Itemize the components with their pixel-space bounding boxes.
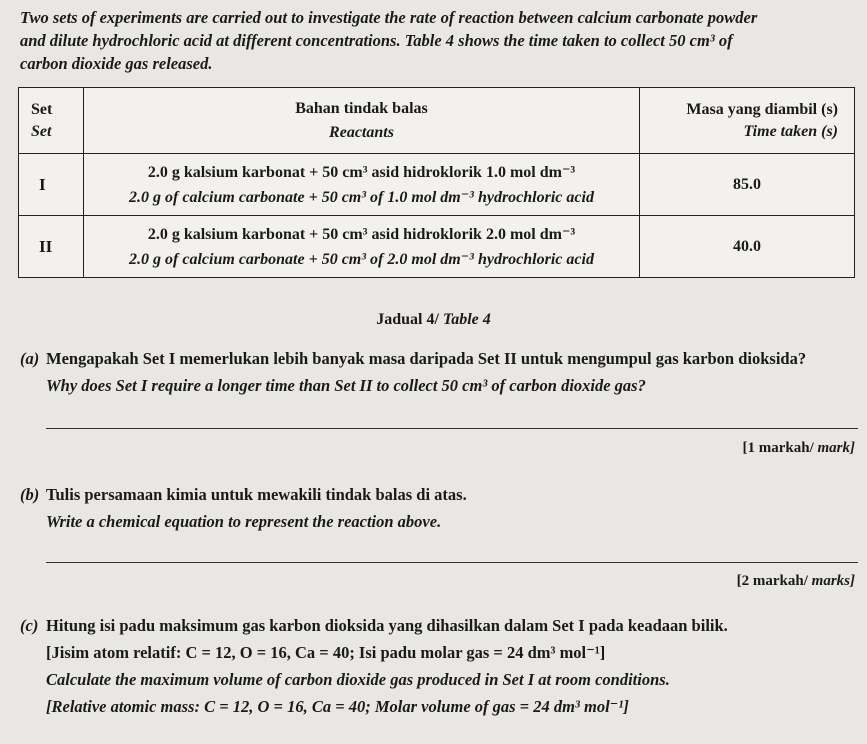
row-reactants-ms: 2.0 g kalsium karbonat + 50 cm³ asid hidroklorik 1.0 mol dm⁻³ xyxy=(147,163,576,181)
intro-line-3: carbon dioxide gas released. xyxy=(20,54,213,73)
header-time-ms: Masa yang diambil (s) xyxy=(686,100,838,118)
question-b xyxy=(20,481,860,535)
row-set-label: II xyxy=(19,216,84,278)
question-a-ms: Mengapakah Set I memerlukan lebih banyak masa daripada Set II untuk mengumpul gas karbon dioksida? xyxy=(46,349,807,368)
header-set-ms: Set xyxy=(31,100,53,118)
question-a-label: (a) xyxy=(20,349,40,368)
question-c-ms: Hitung isi padu maksimum gas karbon dioksida yang dihasilkan dalam Set I pada keadaan bilik. xyxy=(46,616,728,635)
caption-ms: Jadual 4/ xyxy=(376,311,439,328)
header-set-en: Set xyxy=(31,122,52,140)
row-time: 85.0 xyxy=(640,154,855,216)
question-a xyxy=(20,345,860,399)
question-a-en: Why does Set I require a longer time than Set II to collect 50 cm³ of carbon dioxide gas? xyxy=(46,376,646,395)
header-time xyxy=(640,88,855,154)
row-reactants-ms: 2.0 g kalsium karbonat + 50 cm³ asid hidroklorik 2.0 mol dm⁻³ xyxy=(147,225,576,243)
caption-en: Table 4 xyxy=(442,311,491,328)
row-set-label: I xyxy=(19,154,84,216)
question-c-ms-data: [Jisim atom relatif: C = 12, O = 16, Ca = 40; Isi padu molar gas = 24 dm³ mol⁻¹] xyxy=(46,643,606,662)
header-time-en: Time taken (s) xyxy=(743,122,838,140)
marks-a-ms: [1 markah/ xyxy=(742,440,814,456)
row-reactants-en: 2.0 g of calcium carbonate + 50 cm³ of 1.0 mol dm⁻³ hydrochloric acid xyxy=(129,188,594,206)
row-time: 40.0 xyxy=(640,216,855,278)
question-c xyxy=(20,612,860,720)
intro-line-1: Two sets of experiments are carried out to investigate the rate of reaction between calcium carbonate powder xyxy=(20,8,758,27)
question-c-en-data: [Relative atomic mass: C = 12, O = 16, Ca = 40; Molar volume of gas = 24 dm³ mol⁻¹] xyxy=(46,697,629,716)
table-row xyxy=(19,154,855,216)
marks-b xyxy=(737,573,855,590)
question-b-label: (b) xyxy=(20,485,40,504)
question-c-label: (c) xyxy=(20,616,39,635)
header-reactants-ms: Bahan tindak balas xyxy=(295,99,428,117)
table-caption xyxy=(0,311,867,329)
header-reactants xyxy=(84,88,640,154)
marks-b-en: marks] xyxy=(811,573,855,589)
row-reactants-en: 2.0 g of calcium carbonate + 50 cm³ of 2.0 mol dm⁻³ hydrochloric acid xyxy=(129,250,594,268)
table-header-row xyxy=(19,88,855,154)
marks-b-ms: [2 markah/ xyxy=(736,573,808,589)
header-reactants-en: Reactants xyxy=(329,123,394,141)
header-set xyxy=(19,88,84,154)
marks-a-en: mark] xyxy=(817,440,855,456)
question-b-en: Write a chemical equation to represent the reaction above. xyxy=(46,512,442,531)
question-c-en: Calculate the maximum volume of carbon dioxide gas produced in Set I at room conditions. xyxy=(46,670,670,689)
answer-line-b[interactable] xyxy=(46,562,858,563)
answer-line-a[interactable] xyxy=(46,428,858,429)
row-reactants xyxy=(84,216,640,278)
reaction-table xyxy=(18,87,855,278)
question-b-ms: Tulis persamaan kimia untuk mewakili tindak balas di atas. xyxy=(46,485,467,504)
marks-a xyxy=(743,440,856,457)
intro-paragraph xyxy=(20,6,860,75)
table-row xyxy=(19,216,855,278)
row-reactants xyxy=(84,154,640,216)
intro-line-2: and dilute hydrochloric acid at different concentrations. Table 4 shows the time taken to collect 50 cm³ of xyxy=(20,31,733,50)
